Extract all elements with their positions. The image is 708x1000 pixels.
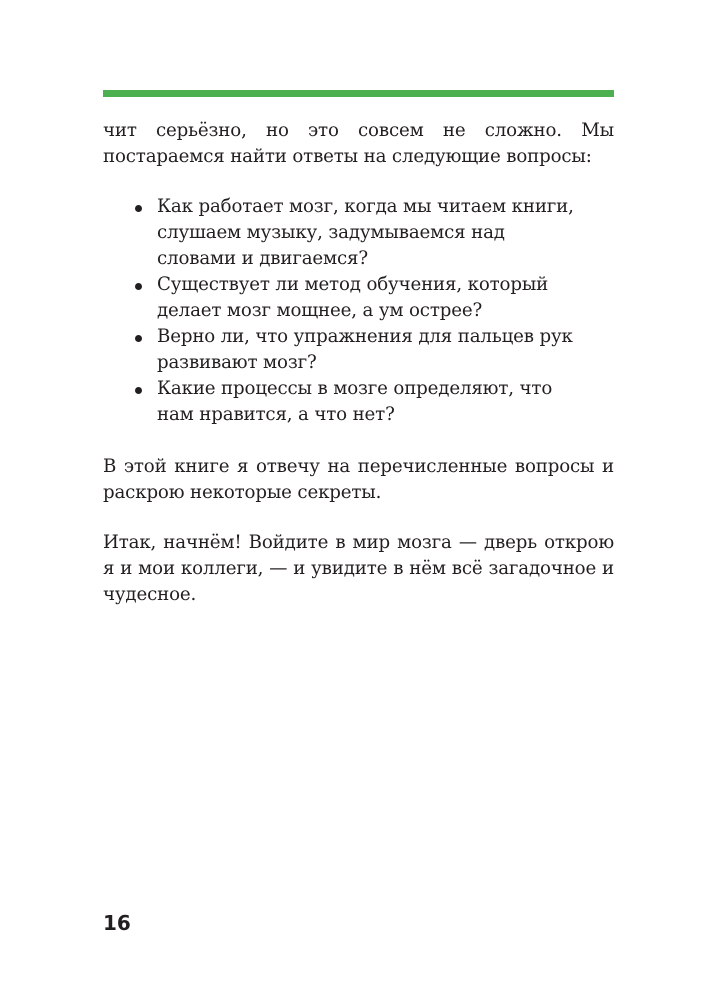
answers-paragraph: В этой книге я отвечу на перечисленные вопросы и раскрою некоторые секреты. [103,456,614,503]
bullet-icon [135,205,142,212]
question-list [103,194,614,428]
list-item-text: Существует ли метод обучения, который делает мозг мощнее, а ум острее? [157,274,549,321]
top-accent-bar [103,90,614,97]
list-item-text: Какие процессы в мозге определяют, что нам нравится, а что нет? [157,378,553,425]
list-item-text: Как работает мозг, когда мы читаем книги, слушаем музыку, задумываемся над словами и двигаемся? [157,196,574,269]
list-item-text: Верно ли, что упражнения для пальцев рук развивают мозг? [157,326,573,373]
bullet-icon [135,283,142,290]
list-item [157,194,614,272]
bullet-icon [135,335,142,342]
list-item [157,376,614,428]
closing-paragraph: Итак, начнём! Войдите в мир мозга — дверь открою я и мои коллеги, — и увидите в нём всё загадочное и чудесное. [103,532,614,605]
list-item [157,272,614,324]
page-body [103,118,614,608]
list-item [157,324,614,376]
bullet-icon [135,387,142,394]
intro-paragraph: чит серьёзно, но это совсем не сложно. Мы постараемся найти ответы на следующие вопросы: [103,120,614,167]
page-number: 16 [103,911,131,935]
